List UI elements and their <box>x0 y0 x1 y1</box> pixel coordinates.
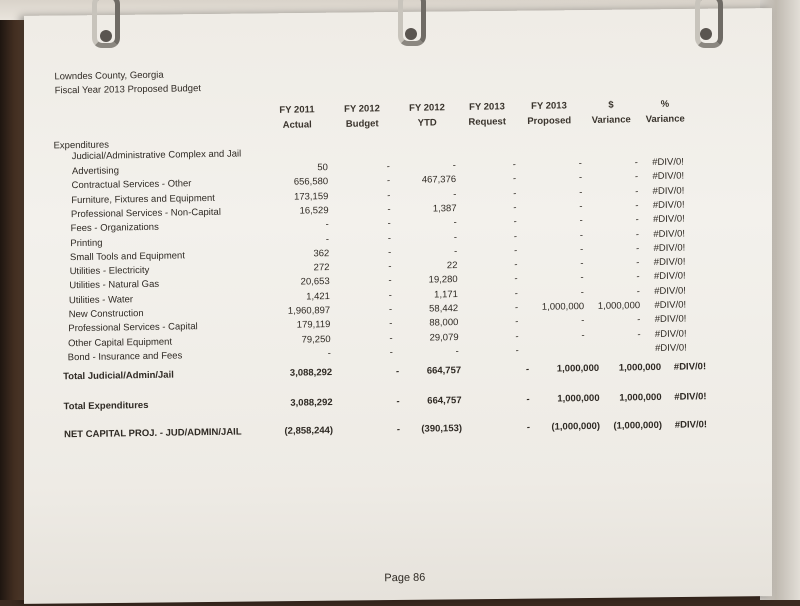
table-cell: 1,000,000 <box>597 300 641 312</box>
table-cell: - <box>513 230 518 242</box>
table-cell: - <box>387 246 392 258</box>
county-name: Lowndes County, Georgia <box>54 69 164 83</box>
total-cell: 3,088,292 <box>289 367 333 379</box>
total-cell: (390,153) <box>421 423 463 435</box>
table-row-label: Printing <box>70 237 103 249</box>
table-cell: - <box>387 189 391 201</box>
table-cell: 50 <box>317 162 328 174</box>
table-cell: - <box>515 345 519 357</box>
table-cell: - <box>386 161 390 173</box>
table-row-label: Utilities - Electricity <box>69 265 150 278</box>
column-header-fy2013-proposed: FY 2013 Proposed <box>527 100 572 127</box>
table-cell: 467,376 <box>421 174 457 186</box>
table-cell: - <box>512 173 517 185</box>
table-cell: 272 <box>313 262 330 274</box>
table-row-label: Small Tools and Equipment <box>69 250 186 263</box>
table-cell: 58,442 <box>428 303 459 315</box>
table-cell: - <box>635 243 640 255</box>
table-cell: - <box>387 204 391 216</box>
table-cell: - <box>580 258 584 270</box>
table-cell: 179,119 <box>296 319 331 331</box>
table-cell: - <box>581 315 585 327</box>
table-cell: - <box>579 243 584 255</box>
table-row-label: Bond - Insurance and Fees <box>67 350 183 364</box>
table-cell: 362 <box>313 247 330 260</box>
table-cell: - <box>636 271 640 283</box>
table-cell: - <box>388 304 393 316</box>
total-cell: (1,000,000) <box>613 419 663 432</box>
table-row-label: Utilities - Water <box>68 293 134 306</box>
table-cell: - <box>581 329 585 341</box>
table-cell: 16,529 <box>299 205 329 217</box>
table-cell: 656,580 <box>293 176 329 188</box>
table-cell: - <box>388 261 392 273</box>
table-cell: #DIV/0! <box>653 270 686 283</box>
table-cell: - <box>512 159 516 171</box>
table-cell: - <box>386 175 391 187</box>
column-header-fy2012-budget: FY 2012 Budget <box>344 103 380 130</box>
table-cell: 173,159 <box>293 190 329 203</box>
table-cell: - <box>514 259 518 271</box>
table-row-label: Fees - Organizations <box>70 221 159 235</box>
table-cell: - <box>455 345 459 358</box>
table-cell: - <box>636 257 640 269</box>
table-cell: #DIV/0! <box>652 213 685 226</box>
table-cell: - <box>579 201 583 213</box>
table-cell: - <box>325 219 329 231</box>
budget-title: Fiscal Year 2013 Proposed Budget <box>54 83 202 97</box>
table-cell: 1,171 <box>434 288 459 301</box>
total-cell: #DIV/0! <box>674 419 708 431</box>
table-cell: - <box>634 171 639 183</box>
total-cell: - <box>396 396 400 408</box>
table-cell: - <box>388 289 393 301</box>
table-cell: - <box>453 231 458 243</box>
table-cell: - <box>327 347 331 360</box>
table-cell: 29,079 <box>429 331 459 344</box>
table-cell: - <box>580 272 584 284</box>
column-header-fy2011-actual: FY 2011 Actual <box>279 104 315 131</box>
table-cell: #DIV/0! <box>654 285 686 297</box>
total-cell: - <box>395 366 400 378</box>
table-cell: - <box>637 328 641 340</box>
subsection-judicial-complex: Judicial/Administrative Complex and Jail <box>71 148 242 163</box>
total-row-label: NET CAPITAL PROJ. - JUD/ADMIN/JAIL <box>63 426 242 441</box>
table-row-label: Advertising <box>71 165 120 178</box>
total-cell: #DIV/0! <box>674 391 707 403</box>
table-cell: - <box>579 229 584 241</box>
table-row-label: New Construction <box>68 308 144 321</box>
table-cell: #DIV/0! <box>653 256 686 269</box>
table-cell: - <box>452 160 456 172</box>
table-cell: 1,421 <box>306 290 331 303</box>
table-cell: - <box>635 185 639 197</box>
total-cell: 1,000,000 <box>618 361 662 374</box>
table-cell: - <box>513 202 517 214</box>
table-cell: #DIV/0! <box>653 228 686 240</box>
column-header-fy2013-request: FY 2013 Request <box>468 101 507 128</box>
table-cell: - <box>636 285 640 297</box>
table-cell: - <box>514 273 518 285</box>
total-cell: - <box>526 421 531 434</box>
table-row-label: Furniture, Fixtures and Equipment <box>71 192 215 206</box>
table-cell: 22 <box>446 260 458 272</box>
table-row-label: Utilities - Natural Gas <box>69 279 160 292</box>
table-cell: 1,000,000 <box>541 301 585 313</box>
table-cell: 1,960,897 <box>287 305 331 317</box>
table-cell: - <box>389 332 393 344</box>
table-cell: #DIV/0! <box>654 313 687 326</box>
table-row-label: Contractual Services - Other <box>71 178 192 192</box>
table-cell: - <box>515 330 519 342</box>
table-cell: #DIV/0! <box>652 199 685 211</box>
table-cell: - <box>389 318 393 330</box>
table-cell: #DIV/0! <box>652 185 685 197</box>
total-cell: 3,088,292 <box>290 397 333 409</box>
total-cell: 1,000,000 <box>619 391 662 404</box>
table-cell: #DIV/0! <box>655 342 687 354</box>
column-header-percent-variance: % Variance <box>645 98 685 126</box>
table-cell: #DIV/0! <box>653 242 686 254</box>
table-cell: - <box>579 215 583 227</box>
total-cell: - <box>526 393 530 406</box>
table-cell: - <box>634 157 638 169</box>
table-cell: - <box>578 172 583 184</box>
total-row-label: Total Judicial/Admin/Jail <box>63 369 174 383</box>
total-cell: - <box>525 363 530 376</box>
total-cell: (2,858,244) <box>284 425 334 437</box>
total-row-label: Total Expenditures <box>63 399 149 413</box>
total-cell: 1,000,000 <box>556 362 600 375</box>
table-cell: - <box>635 200 639 212</box>
table-cell: - <box>325 233 330 245</box>
table-cell: - <box>453 217 457 229</box>
table-cell: - <box>453 245 458 257</box>
page-number: Page 86 <box>384 571 426 585</box>
table-cell: #DIV/0! <box>654 299 687 312</box>
table-cell: - <box>387 218 391 230</box>
table-cell: - <box>513 216 517 228</box>
total-cell: 664,757 <box>426 365 462 377</box>
table-cell: - <box>578 158 582 170</box>
table-cell: 20,653 <box>300 276 330 288</box>
total-cell: #DIV/0! <box>673 361 707 373</box>
table-cell: - <box>635 214 639 226</box>
table-cell: - <box>580 286 584 298</box>
table-cell: 79,250 <box>301 333 331 346</box>
table-cell: - <box>389 347 393 359</box>
table-row-label: Other Capital Equipment <box>67 336 173 349</box>
table-cell: - <box>515 316 519 328</box>
total-cell: - <box>396 424 401 436</box>
total-cell: 664,757 <box>427 395 462 407</box>
table-cell: - <box>387 232 392 244</box>
table-cell: - <box>513 244 518 256</box>
table-cell: - <box>514 302 519 314</box>
table-cell: 19,280 <box>428 274 458 286</box>
table-cell: - <box>453 188 457 200</box>
table-cell: - <box>513 187 517 199</box>
table-cell: #DIV/0! <box>652 156 684 169</box>
table-cell: #DIV/0! <box>654 328 687 340</box>
table-row-label: Professional Services - Non-Capital <box>70 206 221 221</box>
table-cell: - <box>637 314 641 326</box>
column-header-fy2012-ytd: FY 2012 YTD <box>409 102 445 129</box>
table-cell: - <box>388 275 392 287</box>
total-cell: (1,000,000) <box>551 420 601 433</box>
table-cell: 1,387 <box>432 202 457 215</box>
table-cell: #DIV/0! <box>652 170 685 183</box>
table-cell: - <box>579 186 583 198</box>
section-expenditures: Expenditures <box>53 139 110 152</box>
total-cell: 1,000,000 <box>557 392 600 405</box>
column-header-dollar-variance: $ Variance <box>591 99 631 126</box>
table-cell: - <box>635 228 640 240</box>
table-cell: 88,000 <box>429 317 459 329</box>
table-cell: - <box>514 287 518 299</box>
table-row-label: Professional Services - Capital <box>68 321 198 335</box>
